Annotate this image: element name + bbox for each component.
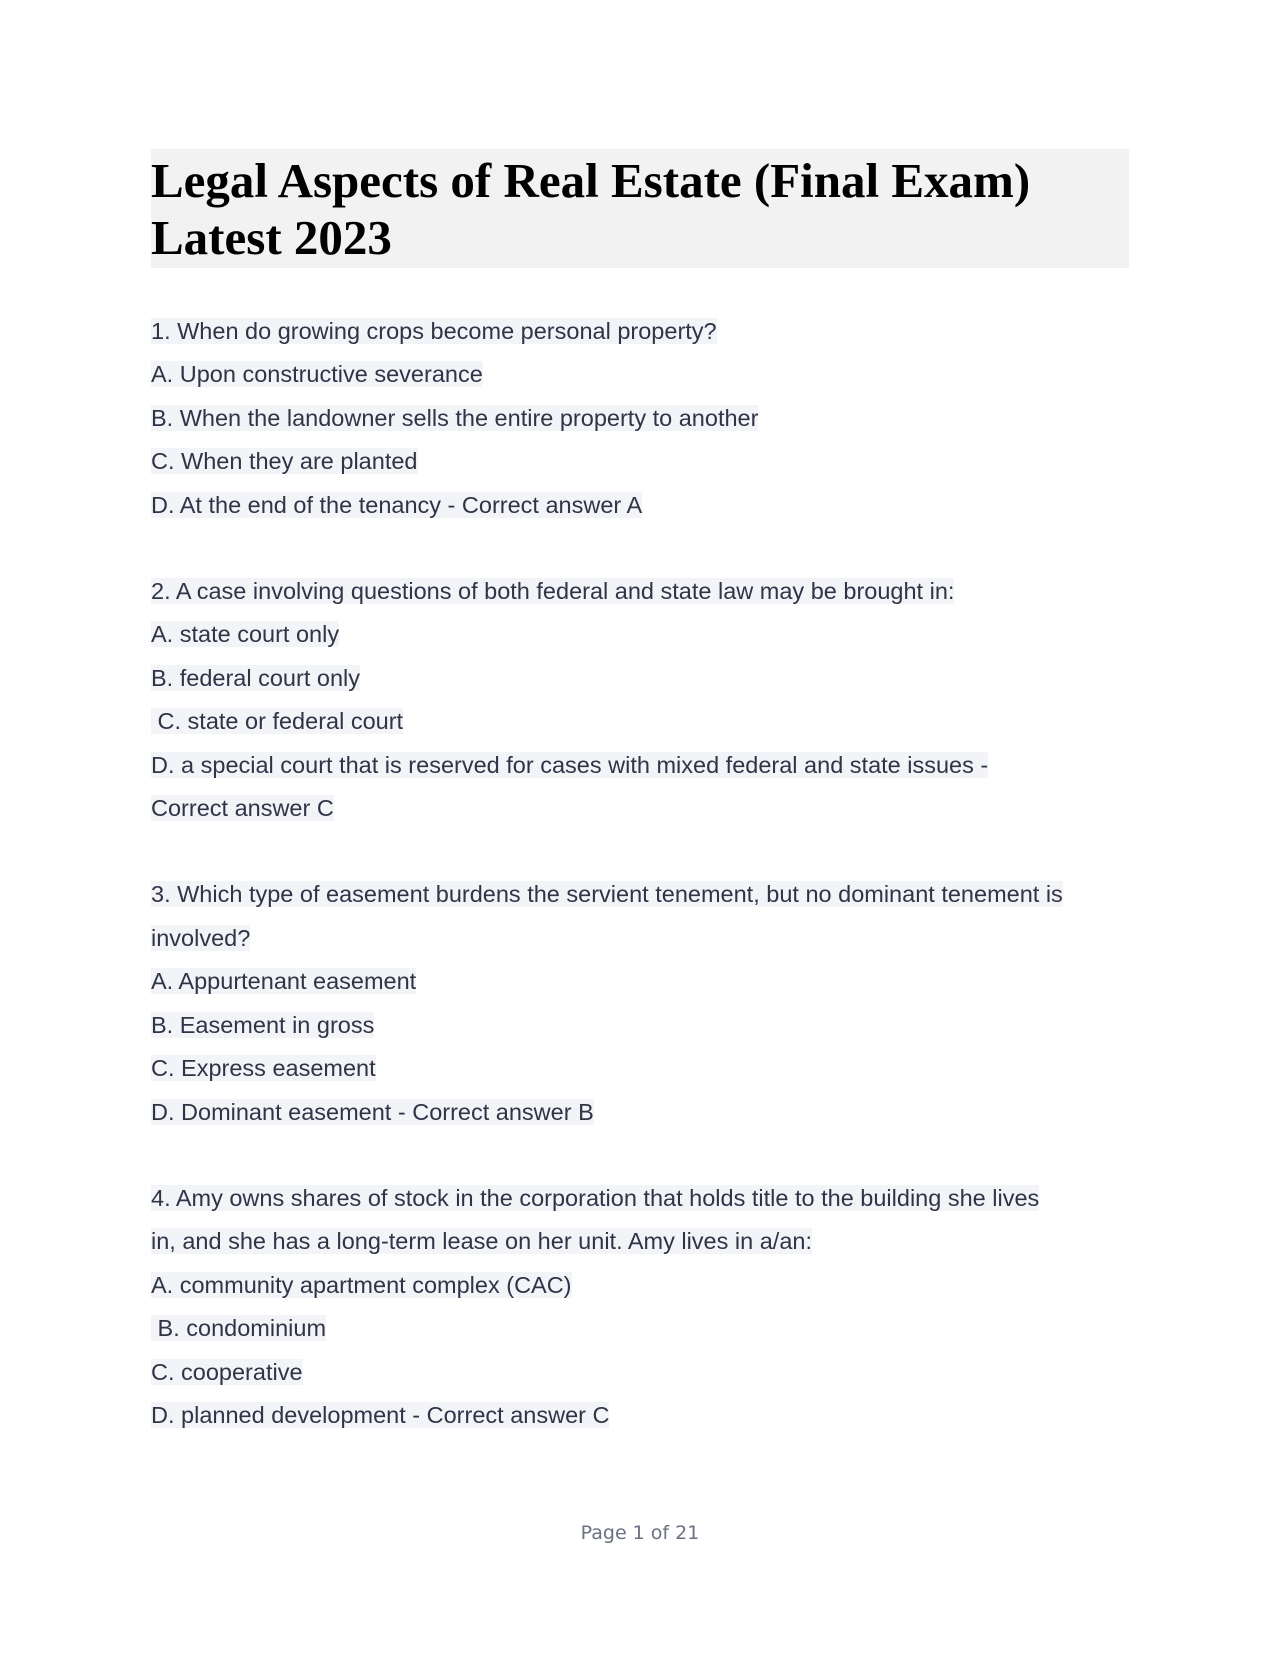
- question-1: [151, 310, 1129, 527]
- question-2: [151, 570, 1129, 830]
- question-text: 4. Amy owns shares of stock in the corporation that holds title to the building she lives: [151, 1184, 1040, 1211]
- page-number: Page 1 of 21: [580, 1522, 700, 1544]
- title-line-1: Legal Aspects of Real Estate (Final Exam): [151, 153, 1031, 208]
- answer-option-d: D. Dominant easement - Correct answer B: [151, 1098, 594, 1125]
- answer-option-d: D. planned development - Correct answer C: [151, 1401, 610, 1428]
- answer-option-a: A. community apartment complex (CAC): [151, 1271, 572, 1298]
- answer-option-b: B. When the landowner sells the entire property to another: [151, 404, 759, 431]
- answer-option-c: C. When they are planted: [151, 448, 418, 475]
- answer-option-a: A. Appurtenant easement: [151, 968, 417, 995]
- answer-option-b: B. federal court only: [151, 664, 360, 691]
- answer-option-b: B. Easement in gross: [151, 1011, 375, 1038]
- question-text: 1. When do growing crops become personal property?: [151, 318, 717, 344]
- question-3: [151, 873, 1129, 1133]
- correct-answer: Correct answer C: [151, 795, 334, 822]
- answer-option-c: C. Express easement: [151, 1055, 376, 1082]
- answer-option-c: C. cooperative: [151, 1358, 303, 1385]
- answer-option-d: D. a special court that is reserved for cases with mixed federal and state issues -: [151, 751, 989, 778]
- question-4: [151, 1177, 1129, 1437]
- question-text: 3. Which type of easement burdens the servient tenement, but no dominant tenement is: [151, 881, 1063, 908]
- answer-option-a: A. state court only: [151, 621, 340, 648]
- question-text-continued: involved?: [151, 924, 251, 951]
- answer-option-c: C. state or federal court: [151, 708, 404, 735]
- title-line-2: Latest 2023: [151, 210, 392, 265]
- document-title: [151, 149, 1129, 268]
- answer-option-a: A. Upon constructive severance: [151, 361, 483, 388]
- answer-option-d: D. At the end of the tenancy - Correct answer A: [151, 491, 643, 518]
- document-page: [151, 149, 1129, 1480]
- question-text-continued: in, and she has a long-term lease on her unit. Amy lives in a/an:: [151, 1228, 812, 1255]
- answer-option-b: B. condominium: [151, 1315, 327, 1342]
- question-text: 2. A case involving questions of both federal and state law may be brought in:: [151, 578, 955, 605]
